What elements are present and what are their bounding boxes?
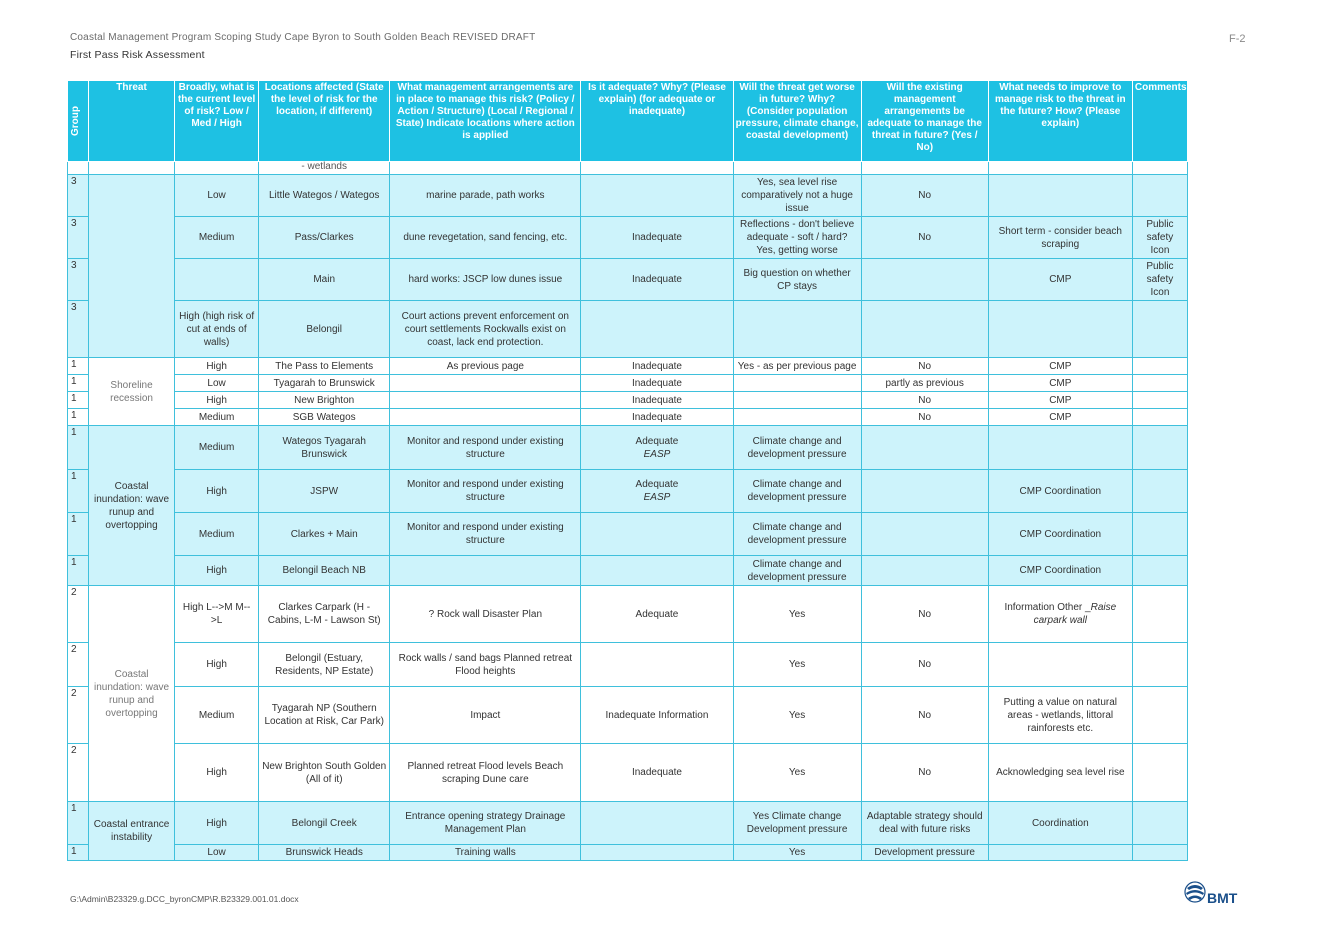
cell-risk: High xyxy=(175,358,259,375)
cell-group: 1 xyxy=(68,409,89,426)
cell-group: 1 xyxy=(68,802,89,845)
cell-adequate: Inadequate Information xyxy=(581,687,733,744)
cell-location: Clarkes + Main xyxy=(259,513,390,556)
cell-location: New Brighton xyxy=(259,392,390,409)
footer-file-path: G:\Admin\B23329.g.DCC_byronCMP\R.B23329.001.01.docx xyxy=(70,894,299,904)
table-row xyxy=(68,217,1188,259)
cell-improve: CMP xyxy=(988,259,1132,301)
table-row xyxy=(68,643,1188,687)
cell-worse: Climate change and development pressure xyxy=(733,470,861,513)
cell-risk: Low xyxy=(175,845,259,861)
cell-improve: Putting a value on natural areas - wetlands, littoral rainforests etc. xyxy=(988,687,1132,744)
cell-group: 1 xyxy=(68,513,89,556)
cell-improve xyxy=(988,301,1132,358)
cell-risk: Medium xyxy=(175,409,259,426)
cell-location: Belongil Beach NB xyxy=(259,556,390,586)
cell-location: SGB Wategos xyxy=(259,409,390,426)
cell-comment xyxy=(1132,358,1187,375)
improve-value: Information Other _ xyxy=(1004,602,1091,613)
cell-group: 1 xyxy=(68,470,89,513)
header-group: Group xyxy=(68,81,89,162)
cell-group: 1 xyxy=(68,358,89,375)
cell-threat: Shoreline recession xyxy=(89,358,175,426)
table-row xyxy=(68,358,1188,375)
cell-risk: Medium xyxy=(175,426,259,470)
cell-adequate xyxy=(581,470,733,513)
cell xyxy=(390,162,581,175)
cell-comment xyxy=(1132,556,1187,586)
header-worse: Will the threat get worse in future? Why? (Consider population pressure, climate change, coastal development) xyxy=(733,81,861,162)
bmt-logo-text: BMT xyxy=(1207,890,1238,906)
cell-future xyxy=(861,259,988,301)
cell-worse xyxy=(733,375,861,392)
cell-risk: High L-->M M-->L xyxy=(175,586,259,643)
cell xyxy=(175,162,259,175)
cell-worse: Climate change and development pressure xyxy=(733,426,861,470)
cell-risk: Medium xyxy=(175,217,259,259)
cell xyxy=(581,162,733,175)
cell-management: Rock walls / sand bags Planned retreat Flood heights xyxy=(390,643,581,687)
cell-future: No xyxy=(861,643,988,687)
cell xyxy=(68,162,89,175)
cell-comment xyxy=(1132,845,1187,861)
cell-management xyxy=(390,409,581,426)
cell-adequate: Inadequate xyxy=(581,217,733,259)
cell-worse: Yes Climate change Development pressure xyxy=(733,802,861,845)
cell-risk: High xyxy=(175,392,259,409)
risk-assessment-table xyxy=(67,80,1188,861)
cell-comment xyxy=(1132,687,1187,744)
adequate-value: Adequate xyxy=(635,435,679,447)
cell-management: Monitor and respond under existing structure xyxy=(390,513,581,556)
cell-future: No xyxy=(861,358,988,375)
cell-adequate: Inadequate xyxy=(581,375,733,392)
cell-future: No xyxy=(861,392,988,409)
cell-adequate: Inadequate xyxy=(581,744,733,802)
cell-management: ? Rock wall Disaster Plan xyxy=(390,586,581,643)
table-row xyxy=(68,426,1188,470)
cell-comment xyxy=(1132,802,1187,845)
cell-management: Training walls xyxy=(390,845,581,861)
cell-worse: Climate change and development pressure xyxy=(733,513,861,556)
header-management: What management arrangements are in place to manage this risk? (Policy / Action / Structure) (Local / Regional / State) Indicate locations where action is applied xyxy=(390,81,581,162)
cell-group: 3 xyxy=(68,301,89,358)
cell-improve: CMP xyxy=(988,375,1132,392)
cell-threat: Coastal entrance instability xyxy=(89,802,175,861)
cell-group: 2 xyxy=(68,744,89,802)
cell-future: No xyxy=(861,586,988,643)
cell-future: No xyxy=(861,744,988,802)
table-row xyxy=(68,392,1188,409)
cell-comment xyxy=(1132,643,1187,687)
cell-comment xyxy=(1132,586,1187,643)
header-current-risk: Broadly, what is the current level of risk? Low / Med / High xyxy=(175,81,259,162)
cell-improve xyxy=(988,586,1132,643)
cell-group: 3 xyxy=(68,217,89,259)
table-row xyxy=(68,375,1188,392)
table-row xyxy=(68,301,1188,358)
cell-location: - wetlands xyxy=(259,162,390,175)
cell-management: Impact xyxy=(390,687,581,744)
cell-adequate xyxy=(581,643,733,687)
cell xyxy=(1132,162,1187,175)
cell-adequate: Inadequate xyxy=(581,358,733,375)
cell-group: 1 xyxy=(68,392,89,409)
cell-future: No xyxy=(861,217,988,259)
cell-comment xyxy=(1132,426,1187,470)
cell-worse: Yes xyxy=(733,744,861,802)
cell-adequate xyxy=(581,301,733,358)
cell-future xyxy=(861,301,988,358)
cell-group: 2 xyxy=(68,586,89,643)
cell-comment xyxy=(1132,744,1187,802)
cell-risk: Low xyxy=(175,175,259,217)
cell-improve xyxy=(988,643,1132,687)
cell-threat xyxy=(89,175,175,358)
cell-management: hard works: JSCP low dunes issue xyxy=(390,259,581,301)
table-row xyxy=(68,802,1188,845)
cell xyxy=(89,162,175,175)
adequate-note: EASP xyxy=(643,448,671,460)
cell-adequate: Adequate xyxy=(581,586,733,643)
cell-location: The Pass to Elements xyxy=(259,358,390,375)
cell-management: Court actions prevent enforcement on court settlements Rockwalls exist on coast, lack end protection. xyxy=(390,301,581,358)
cell-worse: Yes - as per previous page xyxy=(733,358,861,375)
table-header-row xyxy=(68,81,1188,162)
cell-location: Tyagarah NP (Southern Location at Risk, Car Park) xyxy=(259,687,390,744)
table-row xyxy=(68,556,1188,586)
cell-improve xyxy=(988,426,1132,470)
adequate-value: Adequate xyxy=(635,479,679,490)
cell-improve: Acknowledging sea level rise xyxy=(988,744,1132,802)
cell-future xyxy=(861,513,988,556)
cell-comment xyxy=(1132,409,1187,426)
header-adequate: Is it adequate? Why? (Please explain) (for adequate or inadequate) xyxy=(581,81,733,162)
cell-worse: Big question on whether CP stays xyxy=(733,259,861,301)
cell-group: 2 xyxy=(68,643,89,687)
header-threat: Threat xyxy=(89,81,175,162)
cell-comment xyxy=(1132,470,1187,513)
cell-future: No xyxy=(861,409,988,426)
cell-management xyxy=(390,375,581,392)
cell-location: Clarkes Carpark (H - Cabins, L-M - Lawson St) xyxy=(259,586,390,643)
cell-improve: CMP xyxy=(988,409,1132,426)
cell-improve xyxy=(988,175,1132,217)
cell-comment: Public safety Icon xyxy=(1132,259,1187,301)
cell-management: Planned retreat Flood levels Beach scraping Dune care xyxy=(390,744,581,802)
cell-risk: High xyxy=(175,643,259,687)
cell-risk: High xyxy=(175,556,259,586)
cell-adequate xyxy=(581,802,733,845)
table-row xyxy=(68,586,1188,643)
cell-risk: Medium xyxy=(175,513,259,556)
cell-worse: Reflections - don't believe adequate - soft / hard? Yes, getting worse xyxy=(733,217,861,259)
document-header-subtitle: First Pass Risk Assessment xyxy=(70,49,205,61)
cell-management: As previous page xyxy=(390,358,581,375)
cell-future: No xyxy=(861,687,988,744)
cell-group: 1 xyxy=(68,845,89,861)
cell-risk: Low xyxy=(175,375,259,392)
cell-risk xyxy=(175,259,259,301)
table-row xyxy=(68,409,1188,426)
cell-comment xyxy=(1132,513,1187,556)
cell-location: Belongil (Estuary, Residents, NP Estate) xyxy=(259,643,390,687)
cell-improve: CMP xyxy=(988,392,1132,409)
table-row xyxy=(68,687,1188,744)
cell-adequate xyxy=(581,556,733,586)
cell-adequate: Inadequate xyxy=(581,392,733,409)
cell-worse: Climate change and development pressure xyxy=(733,556,861,586)
cell-worse: Yes xyxy=(733,845,861,861)
cell-future xyxy=(861,470,988,513)
cell-location: Belongil Creek xyxy=(259,802,390,845)
header-improve: What needs to improve to manage risk to the threat in the future? How? (Please explain) xyxy=(988,81,1132,162)
cell-management: dune revegetation, sand fencing, etc. xyxy=(390,217,581,259)
cell-risk: High xyxy=(175,470,259,513)
cell-worse xyxy=(733,301,861,358)
cell-management: Entrance opening strategy Drainage Management Plan xyxy=(390,802,581,845)
improve-note: Raise carpark wall xyxy=(1033,602,1117,626)
cell-improve: Short term - consider beach scraping xyxy=(988,217,1132,259)
cell-improve: CMP xyxy=(988,358,1132,375)
cell-management xyxy=(390,392,581,409)
cell-comment xyxy=(1132,392,1187,409)
cell xyxy=(861,162,988,175)
cell-adequate xyxy=(581,513,733,556)
cell-worse xyxy=(733,409,861,426)
cell-risk: Medium xyxy=(175,687,259,744)
cell-group: 1 xyxy=(68,556,89,586)
cell-group: 1 xyxy=(68,375,89,392)
cell-location: Pass/Clarkes xyxy=(259,217,390,259)
table-row xyxy=(68,744,1188,802)
cell xyxy=(988,162,1132,175)
cell-comment xyxy=(1132,175,1187,217)
cell-location: Tyagarah to Brunswick xyxy=(259,375,390,392)
header-future-adequate: Will the existing management arrangements be adequate to manage the threat in future? (Yes / No) xyxy=(861,81,988,162)
cell-future: Development pressure xyxy=(861,845,988,861)
cell-risk: High xyxy=(175,802,259,845)
cell-threat: Coastal inundation: wave runup and overtopping xyxy=(89,586,175,802)
cell-location: Wategos Tyagarah Brunswick xyxy=(259,426,390,470)
table-row xyxy=(68,845,1188,861)
cell-risk: High (high risk of cut at ends of walls) xyxy=(175,301,259,358)
document-header-title: Coastal Management Program Scoping Study Cape Byron to South Golden Beach REVISED DRAFT xyxy=(70,32,536,43)
cell-future: Adaptable strategy should deal with future risks xyxy=(861,802,988,845)
cell-management: Monitor and respond under existing structure xyxy=(390,470,581,513)
cell-location: Belongil xyxy=(259,301,390,358)
cell-adequate: Inadequate xyxy=(581,409,733,426)
cell-comment xyxy=(1132,301,1187,358)
cell-future: partly as previous xyxy=(861,375,988,392)
cell-worse xyxy=(733,392,861,409)
table-row xyxy=(68,470,1188,513)
cell-improve: CMP Coordination xyxy=(988,513,1132,556)
table-row xyxy=(68,513,1188,556)
cell-improve: CMP Coordination xyxy=(988,470,1132,513)
cell-future xyxy=(861,556,988,586)
cell-group: 1 xyxy=(68,426,89,470)
cell-improve xyxy=(988,845,1132,861)
table-row xyxy=(68,259,1188,301)
cell-location: JSPW xyxy=(259,470,390,513)
cell-worse: Yes xyxy=(733,687,861,744)
cell-adequate xyxy=(581,426,733,470)
cell-location: Little Wategos / Wategos xyxy=(259,175,390,217)
table-row xyxy=(68,175,1188,217)
cell-risk: High xyxy=(175,744,259,802)
cell-future: No xyxy=(861,175,988,217)
header-locations: Locations affected (State the level of risk for the location, if different) xyxy=(259,81,390,162)
adequate-note: EASP xyxy=(643,492,671,503)
cell-worse: Yes, sea level rise comparatively not a huge issue xyxy=(733,175,861,217)
table-row xyxy=(68,162,1188,175)
cell-improve: CMP Coordination xyxy=(988,556,1132,586)
cell-group: 3 xyxy=(68,175,89,217)
cell-location: Brunswick Heads xyxy=(259,845,390,861)
cell-adequate xyxy=(581,845,733,861)
cell-location: Main xyxy=(259,259,390,301)
cell-threat: Coastal inundation: wave runup and overtopping xyxy=(89,426,175,586)
cell-future xyxy=(861,426,988,470)
cell-worse: Yes xyxy=(733,643,861,687)
cell-management xyxy=(390,556,581,586)
cell-management: marine parade, path works xyxy=(390,175,581,217)
cell-comment: Public safety Icon xyxy=(1132,217,1187,259)
cell-comment xyxy=(1132,375,1187,392)
cell-adequate: Inadequate xyxy=(581,259,733,301)
cell xyxy=(733,162,861,175)
cell-management: Monitor and respond under existing structure xyxy=(390,426,581,470)
cell-adequate xyxy=(581,175,733,217)
header-comments: Comments xyxy=(1132,81,1187,162)
cell-improve: Coordination xyxy=(988,802,1132,845)
cell-group: 2 xyxy=(68,687,89,744)
page-number: F-2 xyxy=(1229,33,1246,45)
cell-worse: Yes xyxy=(733,586,861,643)
cell-group: 3 xyxy=(68,259,89,301)
cell-location: New Brighton South Golden (All of it) xyxy=(259,744,390,802)
